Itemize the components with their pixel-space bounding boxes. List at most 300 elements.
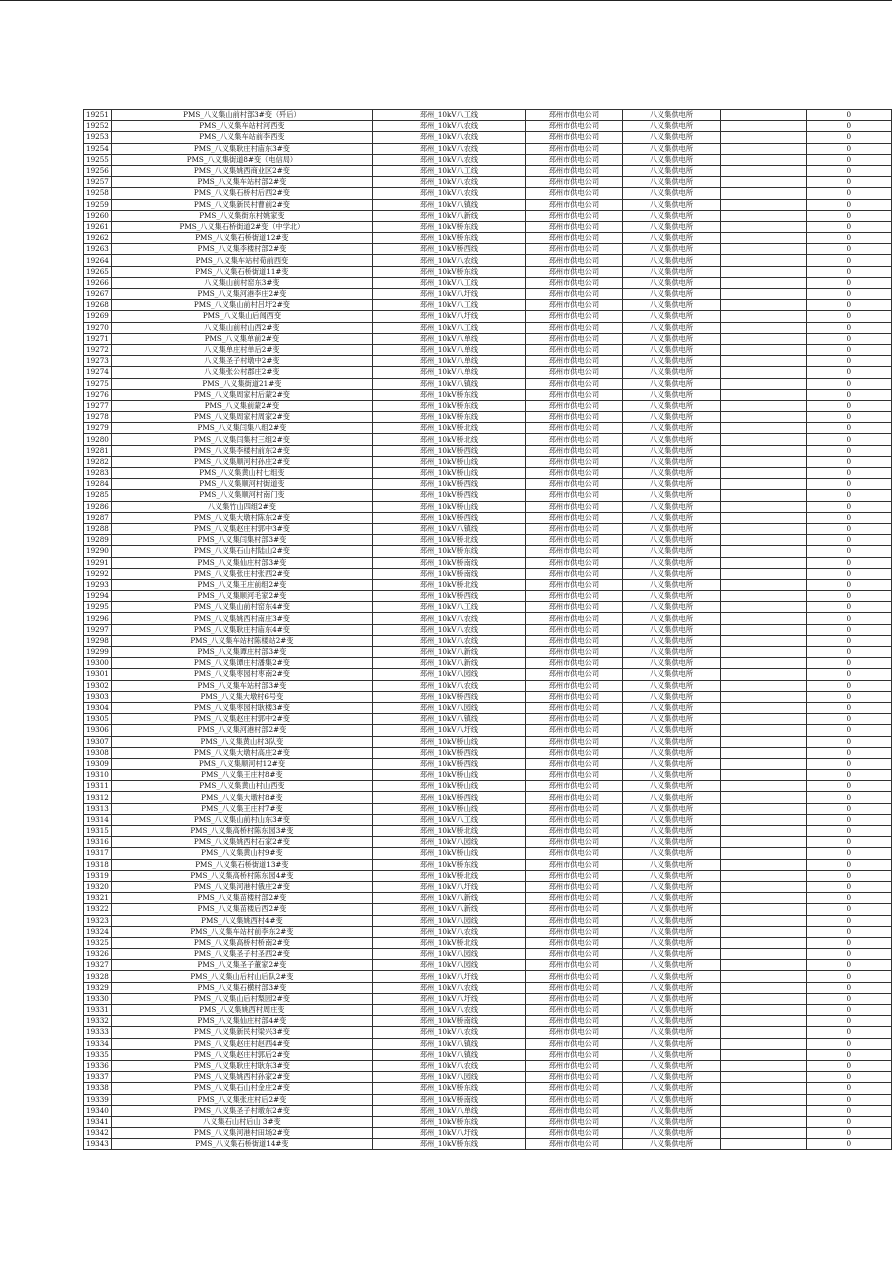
company-cell: 邳州市供电公司 (526, 982, 623, 993)
feeder-line-cell: 邳州_10kV八农线 (372, 121, 525, 132)
company-cell: 邳州市供电公司 (526, 255, 623, 266)
company-cell: 邳州市供电公司 (526, 445, 623, 456)
table-row (84, 624, 892, 635)
substation-name-cell: PMS_八义集石横村部3#变 (111, 982, 372, 993)
row-id-cell: 19265 (84, 266, 112, 277)
feeder-line-cell: 邳州_10kV桥东线 (372, 546, 525, 557)
substation-name-cell: PMS_八义集河港村田场2#变 (111, 1128, 372, 1139)
table-row (84, 1105, 892, 1116)
station-cell: 八义集供电所 (622, 221, 721, 232)
row-id-cell: 19343 (84, 1139, 112, 1150)
substation-name-cell: PMS_八义集山后村山后队2#变 (111, 971, 372, 982)
company-cell: 邳州市供电公司 (526, 1072, 623, 1083)
row-id-cell: 19342 (84, 1128, 112, 1139)
empty-cell (721, 747, 806, 758)
row-id-cell: 19334 (84, 1038, 112, 1049)
value-cell: 0 (806, 691, 891, 702)
value-cell: 0 (806, 154, 891, 165)
row-id-cell: 19304 (84, 702, 112, 713)
table-row (84, 300, 892, 311)
substation-name-cell: PMS_八义集周家村周家2#变 (111, 412, 372, 423)
table-row (84, 602, 892, 613)
company-cell: 邳州市供电公司 (526, 277, 623, 288)
table-row (84, 971, 892, 982)
table-row (84, 188, 892, 199)
substation-name-cell: PMS_八义集顺河村街道变 (111, 479, 372, 490)
table-row (84, 266, 892, 277)
empty-cell (721, 1139, 806, 1150)
value-cell: 0 (806, 456, 891, 467)
value-cell: 0 (806, 960, 891, 971)
substation-name-cell: PMS_八义集张庄村后2#变 (111, 1094, 372, 1105)
value-cell: 0 (806, 400, 891, 411)
station-cell: 八义集供电所 (622, 635, 721, 646)
table-row (84, 479, 892, 490)
feeder-line-cell: 邳州_10kV桥山线 (372, 501, 525, 512)
company-cell: 邳州市供电公司 (526, 826, 623, 837)
substation-name-cell: PMS_八义集河港村部2#变 (111, 725, 372, 736)
empty-cell (721, 333, 806, 344)
row-id-cell: 19293 (84, 579, 112, 590)
substation-name-cell: PMS_八义集车站村部3#变 (111, 680, 372, 691)
empty-cell (721, 322, 806, 333)
empty-cell (721, 691, 806, 702)
row-id-cell: 19289 (84, 535, 112, 546)
empty-cell (721, 893, 806, 904)
feeder-line-cell: 邳州_10kV桥山线 (372, 770, 525, 781)
substation-name-cell: PMS_八义集高桥村桥南2#变 (111, 937, 372, 948)
empty-cell (721, 1027, 806, 1038)
feeder-line-cell: 邳州_10kV八农线 (372, 680, 525, 691)
row-id-cell: 19339 (84, 1094, 112, 1105)
row-id-cell: 19268 (84, 300, 112, 311)
row-id-cell: 19332 (84, 1016, 112, 1027)
company-cell: 邳州市供电公司 (526, 501, 623, 512)
company-cell: 邳州市供电公司 (526, 937, 623, 948)
row-id-cell: 19254 (84, 143, 112, 154)
substation-name-cell: PMS_八义集河港村俄庄2#变 (111, 881, 372, 892)
value-cell: 0 (806, 591, 891, 602)
station-cell: 八义集供电所 (622, 523, 721, 534)
table-row (84, 1016, 892, 1027)
feeder-line-cell: 邳州_10kV桥东线 (372, 266, 525, 277)
station-cell: 八义集供电所 (622, 1016, 721, 1027)
table-row (84, 725, 892, 736)
station-cell: 八义集供电所 (622, 1072, 721, 1083)
company-cell: 邳州市供电公司 (526, 949, 623, 960)
value-cell: 0 (806, 132, 891, 143)
feeder-line-cell: 邳州_10kV八工线 (372, 110, 525, 121)
value-cell: 0 (806, 434, 891, 445)
value-cell: 0 (806, 814, 891, 825)
station-cell: 八义集供电所 (622, 1005, 721, 1016)
value-cell: 0 (806, 826, 891, 837)
empty-cell (721, 1016, 806, 1027)
company-cell: 邳州市供电公司 (526, 624, 623, 635)
station-cell: 八义集供电所 (622, 1105, 721, 1116)
feeder-line-cell: 邳州_10kV八农线 (372, 143, 525, 154)
company-cell: 邳州市供电公司 (526, 803, 623, 814)
value-cell: 0 (806, 188, 891, 199)
company-cell: 邳州市供电公司 (526, 423, 623, 434)
empty-cell (721, 143, 806, 154)
table-row (84, 389, 892, 400)
table-row (84, 143, 892, 154)
row-id-cell: 19267 (84, 289, 112, 300)
feeder-line-cell: 邳州_10kV八园线 (372, 837, 525, 848)
row-id-cell: 19303 (84, 691, 112, 702)
value-cell: 0 (806, 266, 891, 277)
value-cell: 0 (806, 736, 891, 747)
row-id-cell: 19340 (84, 1105, 112, 1116)
feeder-line-cell: 邳州_10kV八圩线 (372, 1128, 525, 1139)
feeder-line-cell: 邳州_10kV八镇线 (372, 523, 525, 534)
feeder-line-cell: 邳州_10kV八园线 (372, 915, 525, 926)
row-id-cell: 19253 (84, 132, 112, 143)
station-cell: 八义集供电所 (622, 367, 721, 378)
empty-cell (721, 557, 806, 568)
station-cell: 八义集供电所 (622, 311, 721, 322)
empty-cell (721, 1060, 806, 1071)
feeder-line-cell: 邳州_10kV八镇线 (372, 199, 525, 210)
row-id-cell: 19287 (84, 512, 112, 523)
value-cell: 0 (806, 255, 891, 266)
station-cell: 八义集供电所 (622, 289, 721, 300)
row-id-cell: 19302 (84, 680, 112, 691)
value-cell: 0 (806, 971, 891, 982)
feeder-line-cell: 邳州_10kV八单线 (372, 356, 525, 367)
empty-cell (721, 568, 806, 579)
company-cell: 邳州市供电公司 (526, 412, 623, 423)
empty-cell (721, 579, 806, 590)
table-row (84, 635, 892, 646)
value-cell: 0 (806, 926, 891, 937)
feeder-line-cell: 邳州_10kV八镇线 (372, 1038, 525, 1049)
station-cell: 八义集供电所 (622, 412, 721, 423)
substation-name-cell: PMS_八义集圣子村墩东2#变 (111, 1105, 372, 1116)
substation-name-cell: PMS_八义集耿庄村庙东4#变 (111, 624, 372, 635)
row-id-cell: 19261 (84, 221, 112, 232)
value-cell: 0 (806, 1105, 891, 1116)
row-id-cell: 19297 (84, 624, 112, 635)
substation-name-cell: PMS_八义集耿庄村庙东3#变 (111, 143, 372, 154)
feeder-line-cell: 邳州_10kV桥北线 (372, 870, 525, 881)
row-id-cell: 19296 (84, 613, 112, 624)
empty-cell (721, 803, 806, 814)
company-cell: 邳州市供电公司 (526, 456, 623, 467)
company-cell: 邳州市供电公司 (526, 143, 623, 154)
feeder-line-cell: 邳州_10kV八工线 (372, 322, 525, 333)
row-id-cell: 19322 (84, 904, 112, 915)
company-cell: 邳州市供电公司 (526, 993, 623, 1004)
station-cell: 八义集供电所 (622, 993, 721, 1004)
station-cell: 八义集供电所 (622, 479, 721, 490)
company-cell: 邳州市供电公司 (526, 602, 623, 613)
value-cell: 0 (806, 233, 891, 244)
table-row (84, 1128, 892, 1139)
table-row (84, 669, 892, 680)
feeder-line-cell: 邳州_10kV八园线 (372, 960, 525, 971)
substation-name-cell: PMS_八义集闫集八组2#变 (111, 423, 372, 434)
row-id-cell: 19321 (84, 893, 112, 904)
company-cell: 邳州市供电公司 (526, 389, 623, 400)
company-cell: 邳州市供电公司 (526, 132, 623, 143)
feeder-line-cell: 邳州_10kV八单线 (372, 344, 525, 355)
feeder-line-cell: 邳州_10kV八圩线 (372, 311, 525, 322)
empty-cell (721, 926, 806, 937)
row-id-cell: 19310 (84, 770, 112, 781)
station-cell: 八义集供电所 (622, 277, 721, 288)
table-row (84, 859, 892, 870)
station-cell: 八义集供电所 (622, 982, 721, 993)
station-cell: 八义集供电所 (622, 758, 721, 769)
value-cell: 0 (806, 579, 891, 590)
table-row (84, 154, 892, 165)
station-cell: 八义集供电所 (622, 826, 721, 837)
empty-cell (721, 993, 806, 1004)
feeder-line-cell: 邳州_10kV八农线 (372, 1060, 525, 1071)
company-cell: 邳州市供电公司 (526, 747, 623, 758)
feeder-line-cell: 邳州_10kV八工线 (372, 814, 525, 825)
row-id-cell: 19256 (84, 165, 112, 176)
empty-cell (721, 635, 806, 646)
company-cell: 邳州市供电公司 (526, 311, 623, 322)
station-cell: 八义集供电所 (622, 143, 721, 154)
feeder-line-cell: 邳州_10kV八镇线 (372, 1049, 525, 1060)
substation-name-cell: PMS_八义集车站村荀前西变 (111, 255, 372, 266)
feeder-line-cell: 邳州_10kV八农线 (372, 635, 525, 646)
value-cell: 0 (806, 1072, 891, 1083)
table-row (84, 926, 892, 937)
feeder-line-cell: 邳州_10kV八新线 (372, 210, 525, 221)
company-cell: 邳州市供电公司 (526, 926, 623, 937)
station-cell: 八义集供电所 (622, 322, 721, 333)
company-cell: 邳州市供电公司 (526, 702, 623, 713)
substation-name-cell: PMS_八义集街东村姚家变 (111, 210, 372, 221)
table-row (84, 960, 892, 971)
feeder-line-cell: 邳州_10kV桥西线 (372, 445, 525, 456)
empty-cell (721, 1128, 806, 1139)
feeder-line-cell: 邳州_10kV桥北线 (372, 826, 525, 837)
row-id-cell: 19330 (84, 993, 112, 1004)
table-row (84, 1005, 892, 1016)
feeder-line-cell: 邳州_10kV桥东线 (372, 1139, 525, 1150)
empty-cell (721, 177, 806, 188)
substation-name-cell: PMS_八义集圣子董家2#变 (111, 960, 372, 971)
row-id-cell: 19276 (84, 389, 112, 400)
station-cell: 八义集供电所 (622, 893, 721, 904)
feeder-line-cell: 邳州_10kV八农线 (372, 255, 525, 266)
company-cell: 邳州市供电公司 (526, 490, 623, 501)
substation-name-cell: PMS_八义集车站前李西变 (111, 132, 372, 143)
table-row (84, 949, 892, 960)
empty-cell (721, 770, 806, 781)
substation-name-cell: PMS_八义集石山村陆山2#变 (111, 546, 372, 557)
value-cell: 0 (806, 143, 891, 154)
table-row (84, 165, 892, 176)
value-cell: 0 (806, 277, 891, 288)
company-cell: 邳州市供电公司 (526, 591, 623, 602)
row-id-cell: 19279 (84, 423, 112, 434)
feeder-line-cell: 邳州_10kV八圩线 (372, 993, 525, 1004)
substation-name-cell: PMS_八义集王庄前组2#变 (111, 579, 372, 590)
station-cell: 八义集供电所 (622, 848, 721, 859)
station-cell: 八义集供电所 (622, 400, 721, 411)
station-cell: 八义集供电所 (622, 121, 721, 132)
substation-name-cell: PMS_八义集姚西村南庄3#变 (111, 613, 372, 624)
empty-cell (721, 915, 806, 926)
station-cell: 八义集供电所 (622, 177, 721, 188)
station-cell: 八义集供电所 (622, 255, 721, 266)
value-cell: 0 (806, 915, 891, 926)
company-cell: 邳州市供电公司 (526, 837, 623, 848)
station-cell: 八义集供电所 (622, 468, 721, 479)
station-cell: 八义集供电所 (622, 881, 721, 892)
substation-name-cell: PMS_八义集大墩村8#变 (111, 792, 372, 803)
empty-cell (721, 188, 806, 199)
station-cell: 八义集供电所 (622, 792, 721, 803)
value-cell: 0 (806, 1094, 891, 1105)
empty-cell (721, 647, 806, 658)
company-cell: 邳州市供电公司 (526, 546, 623, 557)
table-row (84, 1027, 892, 1038)
table-row (84, 512, 892, 523)
substation-name-cell: PMS_八义集石桥村后西2#变 (111, 188, 372, 199)
station-cell: 八义集供电所 (622, 356, 721, 367)
row-id-cell: 19336 (84, 1060, 112, 1071)
station-cell: 八义集供电所 (622, 669, 721, 680)
empty-cell (721, 289, 806, 300)
empty-cell (721, 501, 806, 512)
station-cell: 八义集供电所 (622, 1027, 721, 1038)
value-cell: 0 (806, 221, 891, 232)
table-row (84, 277, 892, 288)
feeder-line-cell: 邳州_10kV八园线 (372, 949, 525, 960)
table-row (84, 557, 892, 568)
value-cell: 0 (806, 177, 891, 188)
table-row (84, 993, 892, 1004)
company-cell: 邳州市供电公司 (526, 557, 623, 568)
feeder-line-cell: 邳州_10kV桥东线 (372, 233, 525, 244)
company-cell: 邳州市供电公司 (526, 725, 623, 736)
page-top-rule (0, 0, 892, 1)
empty-cell (721, 881, 806, 892)
empty-cell (721, 837, 806, 848)
value-cell: 0 (806, 468, 891, 479)
company-cell: 邳州市供电公司 (526, 848, 623, 859)
company-cell: 邳州市供电公司 (526, 378, 623, 389)
substation-name-cell: PMS_八义集山后村梨园2#变 (111, 993, 372, 1004)
value-cell: 0 (806, 523, 891, 534)
row-id-cell: 19258 (84, 188, 112, 199)
table-row (84, 289, 892, 300)
substation-name-cell: PMS_八义集石桥街道12#变 (111, 233, 372, 244)
station-cell: 八义集供电所 (622, 602, 721, 613)
empty-cell (721, 591, 806, 602)
value-cell: 0 (806, 624, 891, 635)
row-id-cell: 19264 (84, 255, 112, 266)
empty-cell (721, 367, 806, 378)
feeder-line-cell: 邳州_10kV八农线 (372, 624, 525, 635)
substation-name-cell: PMS_八义集枣园村耿楼3#变 (111, 702, 372, 713)
station-cell: 八义集供电所 (622, 579, 721, 590)
station-cell: 八义集供电所 (622, 658, 721, 669)
feeder-line-cell: 邳州_10kV桥西线 (372, 691, 525, 702)
company-cell: 邳州市供电公司 (526, 289, 623, 300)
company-cell: 邳州市供电公司 (526, 1083, 623, 1094)
row-id-cell: 19312 (84, 792, 112, 803)
station-cell: 八义集供电所 (622, 960, 721, 971)
value-cell: 0 (806, 803, 891, 814)
feeder-line-cell: 邳州_10kV桥西线 (372, 512, 525, 523)
table-row (84, 1060, 892, 1071)
value-cell: 0 (806, 490, 891, 501)
empty-cell (721, 423, 806, 434)
table-row (84, 1049, 892, 1060)
empty-cell (721, 277, 806, 288)
station-cell: 八义集供电所 (622, 423, 721, 434)
value-cell: 0 (806, 949, 891, 960)
substation-name-cell: PMS_八义集新民村梁兴3#变 (111, 1027, 372, 1038)
row-id-cell: 19292 (84, 568, 112, 579)
empty-cell (721, 244, 806, 255)
substation-name-cell: PMS_八义集山前村部3#变（歼后） (111, 110, 372, 121)
feeder-line-cell: 邳州_10kV八单线 (372, 367, 525, 378)
value-cell: 0 (806, 165, 891, 176)
feeder-line-cell: 邳州_10kV桥山线 (372, 736, 525, 747)
empty-cell (721, 356, 806, 367)
row-id-cell: 19263 (84, 244, 112, 255)
company-cell: 邳州市供电公司 (526, 266, 623, 277)
feeder-line-cell: 邳州_10kV八单线 (372, 1105, 525, 1116)
company-cell: 邳州市供电公司 (526, 434, 623, 445)
table-row (84, 434, 892, 445)
row-id-cell: 19271 (84, 333, 112, 344)
value-cell: 0 (806, 792, 891, 803)
table-row (84, 747, 892, 758)
station-cell: 八义集供电所 (622, 244, 721, 255)
company-cell: 邳州市供电公司 (526, 904, 623, 915)
substation-name-cell: PMS_八义集石桥街道14#变 (111, 1139, 372, 1150)
table-row (84, 490, 892, 501)
empty-cell (721, 233, 806, 244)
substation-name-cell: PMS_八义集黄山村3队变 (111, 736, 372, 747)
value-cell: 0 (806, 1016, 891, 1027)
table-row (84, 613, 892, 624)
row-id-cell: 19306 (84, 725, 112, 736)
company-cell: 邳州市供电公司 (526, 468, 623, 479)
station-cell: 八义集供电所 (622, 859, 721, 870)
station-cell: 八义集供电所 (622, 624, 721, 635)
station-cell: 八义集供电所 (622, 1128, 721, 1139)
empty-cell (721, 792, 806, 803)
feeder-line-cell: 邳州_10kV八农线 (372, 613, 525, 624)
feeder-line-cell: 邳州_10kV八圩线 (372, 725, 525, 736)
substation-name-cell: PMS_八义集街道21#变 (111, 378, 372, 389)
empty-cell (721, 781, 806, 792)
table-row (84, 881, 892, 892)
station-cell: 八义集供电所 (622, 154, 721, 165)
company-cell: 邳州市供电公司 (526, 333, 623, 344)
company-cell: 邳州市供电公司 (526, 714, 623, 725)
value-cell: 0 (806, 244, 891, 255)
empty-cell (721, 535, 806, 546)
substation-name-cell: 八义集张公村郡庄2#变 (111, 367, 372, 378)
value-cell: 0 (806, 1083, 891, 1094)
company-cell: 邳州市供电公司 (526, 1139, 623, 1150)
table-row (84, 770, 892, 781)
substation-name-cell: PMS_八义集山前村吕圩2#变 (111, 300, 372, 311)
